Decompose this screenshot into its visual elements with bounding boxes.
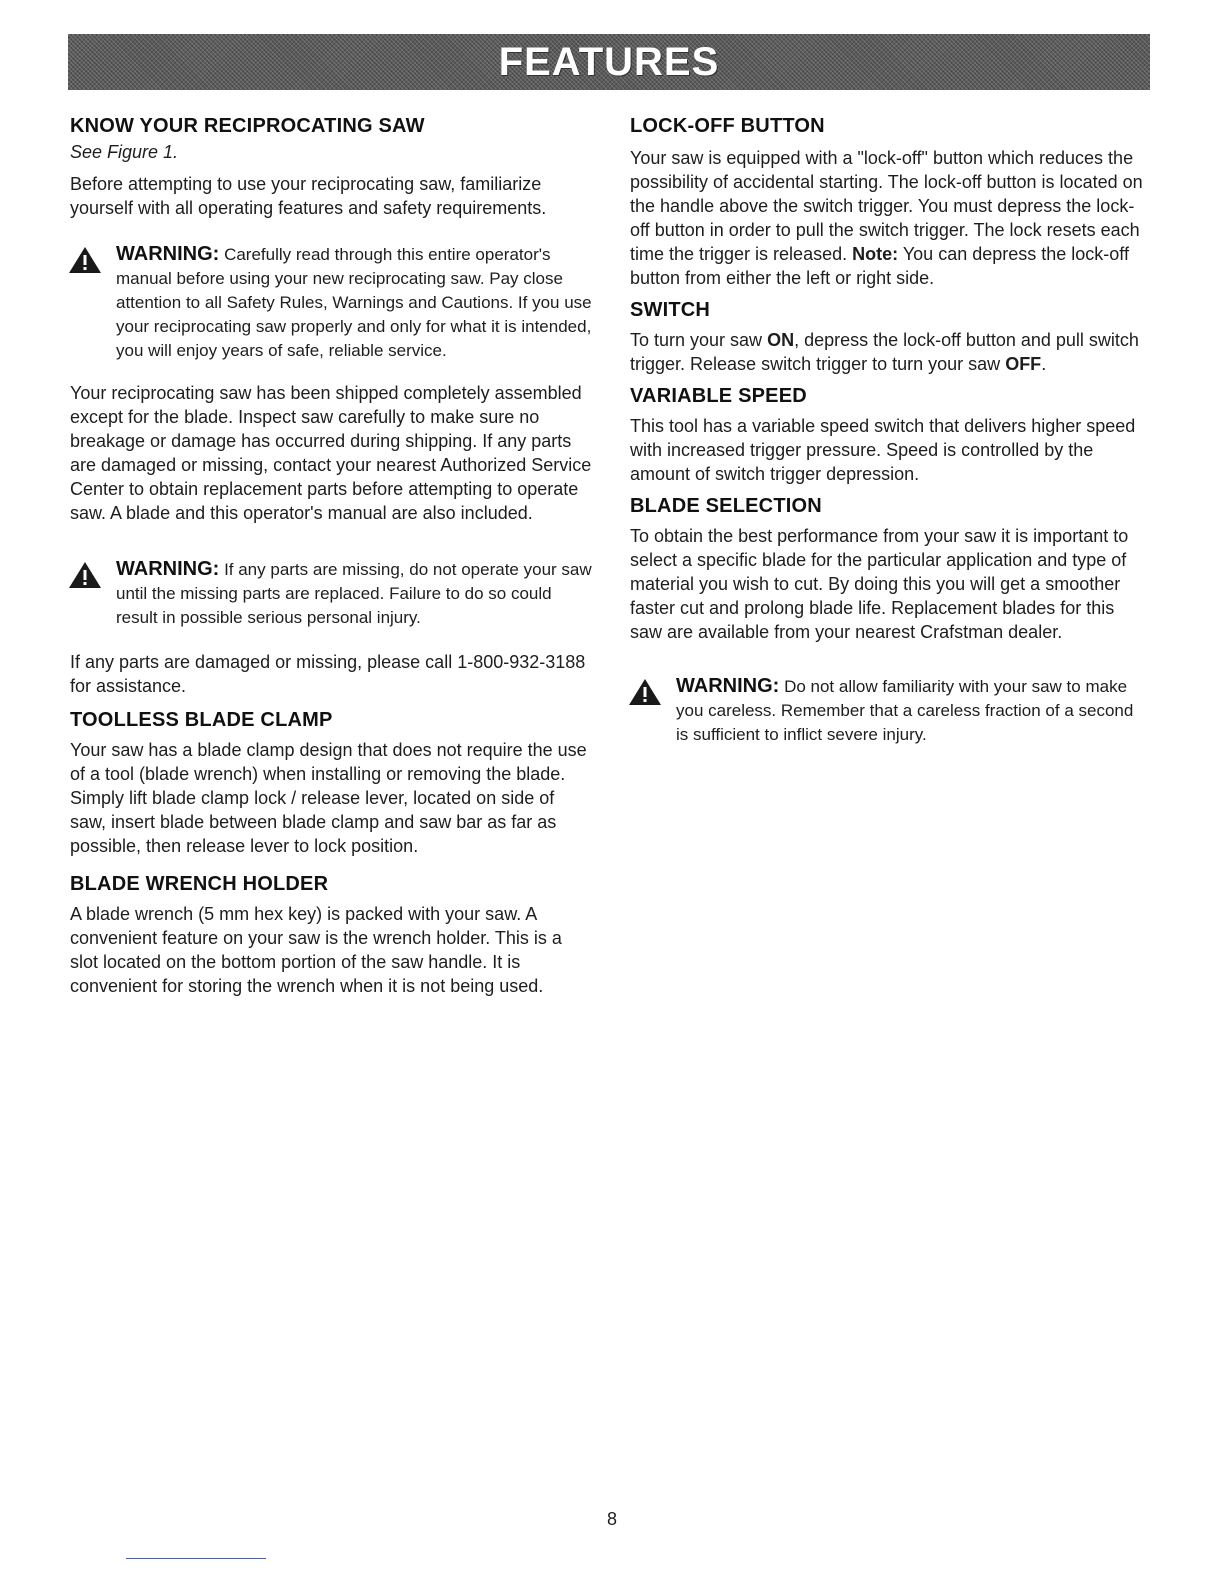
toolless-body: Your saw has a blade clamp design that does not require the use of a tool (blade wrench) when installing or removing the blade. Simply lift blade clamp lock / release lever, located on side of saw, insert blade between blade clamp and saw bar as far as possible, then release lever to lock position.	[70, 740, 587, 856]
switch-off: OFF	[1005, 354, 1042, 374]
warning-label: WARNING:	[676, 675, 780, 697]
switch-text-a: To turn your saw	[630, 330, 763, 350]
footer-rule	[126, 1558, 266, 1559]
wrench-heading: BLADE WRENCH HOLDER	[70, 873, 329, 895]
warning-text: Carefully read through this entire operator's manual before using your new reciprocating saw. Pay close attention to all Safety Rules, Warnings and Cautions. If you use your reciprocating saw properly and only for what it is intended, you will enjoy years of safe, reliable service.	[116, 245, 592, 360]
warning-label: WARNING:	[116, 558, 220, 580]
know-body: Before attempting to use your reciprocating saw, familiarize yourself with all operating features and safety requirements.	[70, 174, 547, 218]
switch-heading: SWITCH	[630, 299, 711, 321]
left-column	[70, 112, 594, 998]
note-text: You can depress the lock-off button from either the left or right side.	[630, 244, 1129, 288]
warning-triangle-icon	[68, 561, 102, 589]
assistance-text: If any parts are damaged or missing, please call 1-800-932-3188 for assistance.	[70, 652, 586, 696]
lockoff-body	[630, 146, 1150, 290]
shipped-body: Your reciprocating saw has been shipped completely assembled except for the blade. Inspect saw carefully to make sure no breakage or damage has occurred during shipping. If any parts are damaged or missing, contact your nearest Authorized Service Center to obtain replacement parts before attempting to operate saw. A blade and this operator's manual are also included.	[70, 383, 592, 523]
switch-body	[630, 328, 1150, 376]
right-column	[630, 112, 1150, 747]
toolless-heading: TOOLLESS BLADE CLAMP	[70, 709, 333, 731]
lockoff-heading: LOCK-OFF BUTTON	[630, 115, 825, 137]
variable-speed-heading: VARIABLE SPEED	[630, 385, 807, 407]
blade-selection-body: To obtain the best performance from your saw it is important to select a specific blade for the particular application and type of material you wish to cut. By doing this you will get a smoother faster cut and prolong blade life. Replacement blades for this saw are available from your nearest Crafstman dealer.	[630, 526, 1129, 642]
warning-label: WARNING:	[116, 243, 220, 265]
warning-triangle-icon	[68, 246, 102, 274]
warning-missing-parts	[70, 557, 594, 630]
switch-on: ON	[767, 330, 795, 350]
warning-read-manual	[70, 242, 594, 363]
blade-selection-heading: BLADE SELECTION	[630, 495, 822, 517]
warning-familiarity	[630, 674, 1150, 747]
note-label: Note:	[852, 244, 899, 264]
page-number: 8	[606, 1509, 617, 1529]
lockoff-text: Your saw is equipped with a "lock-off" button which reduces the possibility of accidental starting. The lock-off button is located on the handle above the switch trigger. You must depress the lock-off button in order to pull the switch trigger. The lock resets each time the trigger is released.	[630, 148, 1143, 264]
banner-title: FEATURES	[498, 39, 720, 84]
features-banner	[68, 34, 1150, 90]
know-heading: KNOW YOUR RECIPROCATING SAW	[70, 115, 425, 137]
warning-text: Do not allow familiarity with your saw to make you careless. Remember that a careless fraction of a second is sufficient to inflict severe injury.	[676, 677, 1134, 744]
figure-reference: See Figure 1.	[70, 142, 179, 162]
wrench-body: A blade wrench (5 mm hex key) is packed with your saw. A convenient feature on your saw is the wrench holder. This is a slot located on the bottom portion of the saw handle. It is convenient for storing the wrench when it is not being used.	[70, 904, 562, 996]
warning-triangle-icon	[628, 678, 662, 706]
switch-text-c: .	[1041, 354, 1047, 374]
switch-text-b: , depress the lock-off button and pull switch trigger. Release switch trigger to turn your saw	[630, 330, 1139, 374]
variable-speed-body: This tool has a variable speed switch that delivers higher speed with increased trigger pressure. Speed is controlled by the amount of switch trigger depression.	[630, 416, 1136, 484]
warning-text: If any parts are missing, do not operate your saw until the missing parts are replaced. Failure to do so could result in possible serious personal injury.	[116, 560, 592, 627]
